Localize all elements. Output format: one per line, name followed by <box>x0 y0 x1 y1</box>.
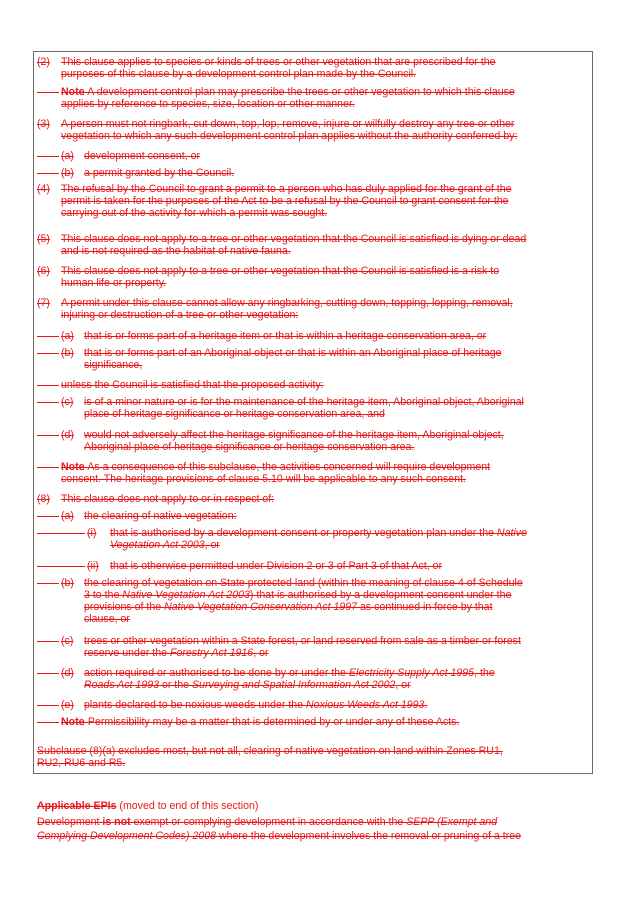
clause-text: plants declared to be noxious weeds under the Noxious Weeds Act 1993. <box>84 699 428 711</box>
clause-label: (2) <box>37 56 50 68</box>
clause-text: clause, or <box>84 613 130 625</box>
clause-text: the clearing of vegetation on State protected land (within the meaning of clause 4 of Schedule <box>84 577 523 589</box>
epi-text: Development <box>37 816 103 828</box>
note-text: . A development control plan may prescribe the trees or other vegetation to which this clause <box>82 86 515 98</box>
clause-text: Roads Act 1993 or the Surveying and Spatial Information Act 2002, or <box>84 679 411 691</box>
clause-text: that is otherwise permitted under Division 2 or 3 of Part 3 of that Act, or <box>110 560 443 572</box>
clause-label: (b) <box>61 167 74 179</box>
clause-text: RU2, RU6 and R5. <box>37 757 126 769</box>
clause-label: (e) <box>61 699 74 711</box>
clause-label: (b) <box>61 347 74 359</box>
clause-text: and is not required as the habitat of native fauna. <box>61 245 291 257</box>
clause-text: Aboriginal place of heritage significance or heritage conservation area. <box>84 441 415 453</box>
clause-text: vegetation to which any such development control plan applies without the authority conferred by: <box>61 130 518 142</box>
clause-label: (4) <box>37 183 50 195</box>
epi-line-1 <box>37 815 497 829</box>
epi-line-2 <box>37 829 521 843</box>
clause-text: Subclause (8)(a) excludes most, but not all, clearing of native vegetation on land within Zones RU1, <box>37 745 503 757</box>
clause-text: provisions of the Native Vegetation Conservation Act 1997 as continued in force by that <box>84 601 493 613</box>
epi-text: exempt or complying development in accordance with the <box>130 816 407 828</box>
clause-label: (8) <box>37 493 50 505</box>
clause-text: reserve under the Forestry Act 1916, or <box>84 647 269 659</box>
clause-text: carrying out of the activity for which a permit was sought. <box>61 207 328 219</box>
clause-text: purposes of this clause by a development control plan made by the Council. <box>61 68 417 80</box>
epi-text: where the development involves the removal or pruning of a tree <box>216 830 522 842</box>
heading-suffix: (moved to end of this section) <box>116 800 259 812</box>
clause-text: 3 to the Native Vegetation Act 2003) that is authorised by a development consent under the <box>84 589 512 601</box>
clause-label: (7) <box>37 297 50 309</box>
note-label: Note <box>61 86 85 98</box>
note-label: Note <box>61 461 85 473</box>
clause-text: This clause applies to species or kinds of trees or other vegetation that are prescribed for the <box>61 56 496 68</box>
clause-text: human life or property. <box>61 277 167 289</box>
epi-text: Complying Development Codes) 2008 <box>37 830 217 842</box>
note-text: applies by reference to species, size, location or other manner. <box>61 98 355 110</box>
clause-text: a permit granted by the Council. <box>84 167 235 179</box>
clause-label: (c) <box>61 635 74 647</box>
applicable-epis-heading <box>37 799 258 813</box>
clause-text: the clearing of native vegetation: <box>84 510 237 522</box>
clause-label: (ii) <box>87 560 99 572</box>
epi-text: is not <box>102 816 131 828</box>
note-text: . As a consequence of this subclause, the activities concerned will require development <box>82 461 491 473</box>
clause-text: A person must not ringbark, cut down, top, lop, remove, injure or wilfully destroy any tree or other <box>61 118 515 130</box>
clause-label: (a) <box>61 330 74 342</box>
clause-label: (i) <box>87 527 97 539</box>
clause-text: that is or forms part of a heritage item or that is within a heritage conservation area, or <box>84 330 487 342</box>
clause-text: would not adversely affect the heritage significance of the heritage item, Aboriginal object, <box>84 429 504 441</box>
clause-text: that is or forms part of an Aboriginal object or that is within an Aboriginal place of heritage <box>84 347 502 359</box>
clause-text: significance, <box>84 359 143 371</box>
clause-text: place of heritage significance or heritage conservation area, and <box>84 408 385 420</box>
clause-label: (d) <box>61 667 74 679</box>
note-text: . Permissibility may be a matter that is determined by or under any of these Acts. <box>82 716 460 728</box>
clause-text: is of a minor nature or is for the maintenance of the heritage item, Aboriginal object, Aboriginal <box>84 396 524 408</box>
heading-label: Applicable EPIs <box>37 800 117 812</box>
clause-text: injuring or destruction of a tree or other vegetation: <box>61 309 299 321</box>
clause-label: (5) <box>37 233 50 245</box>
clause-text: The refusal by the Council to grant a permit to a person who has duly applied for the grant of the <box>61 183 512 195</box>
clause-text: trees or other vegetation within a State forest, or land reserved from sale as a timber or forest <box>84 635 521 647</box>
clause-label: (c) <box>61 396 74 408</box>
clause-text: development consent, or <box>84 150 201 162</box>
clause-text: that is authorised by a development consent or property vegetation plan under the Native <box>110 527 527 539</box>
clause-text: Vegetation Act 2003, or <box>110 539 220 551</box>
clause-box <box>33 51 593 774</box>
clause-label: (a) <box>61 150 74 162</box>
clause-label: (a) <box>61 510 74 522</box>
clause-text: This clause does not apply to a tree or other vegetation that the Council is satisfied is dying or dead <box>61 233 527 245</box>
clause-text: This clause does not apply to a tree or other vegetation that the Council is satisfied is a risk to <box>61 265 500 277</box>
clause-label: (d) <box>61 429 74 441</box>
epi-text: SEPP (Exempt and <box>406 816 498 828</box>
note-label: Note <box>61 716 85 728</box>
clause-text: action required or authorised to be done by or under the Electricity Supply Act 1995, the <box>84 667 495 679</box>
clause-text: A permit under this clause cannot allow any ringbarking, cutting down, topping, lopping, removal, <box>61 297 513 309</box>
clause-text: unless the Council is satisfied that the proposed activity: <box>61 379 324 391</box>
clause-label: (3) <box>37 118 50 130</box>
clause-text: This clause does not apply to or in respect of: <box>61 493 275 505</box>
clause-label: (6) <box>37 265 50 277</box>
note-text: consent. The heritage provisions of clause 5.10 will be applicable to any such consent. <box>61 473 466 485</box>
clause-label: (b) <box>61 577 74 589</box>
clause-text: permit is taken for the purposes of the Act to be a refusal by the Council to grant consent for the <box>61 195 509 207</box>
